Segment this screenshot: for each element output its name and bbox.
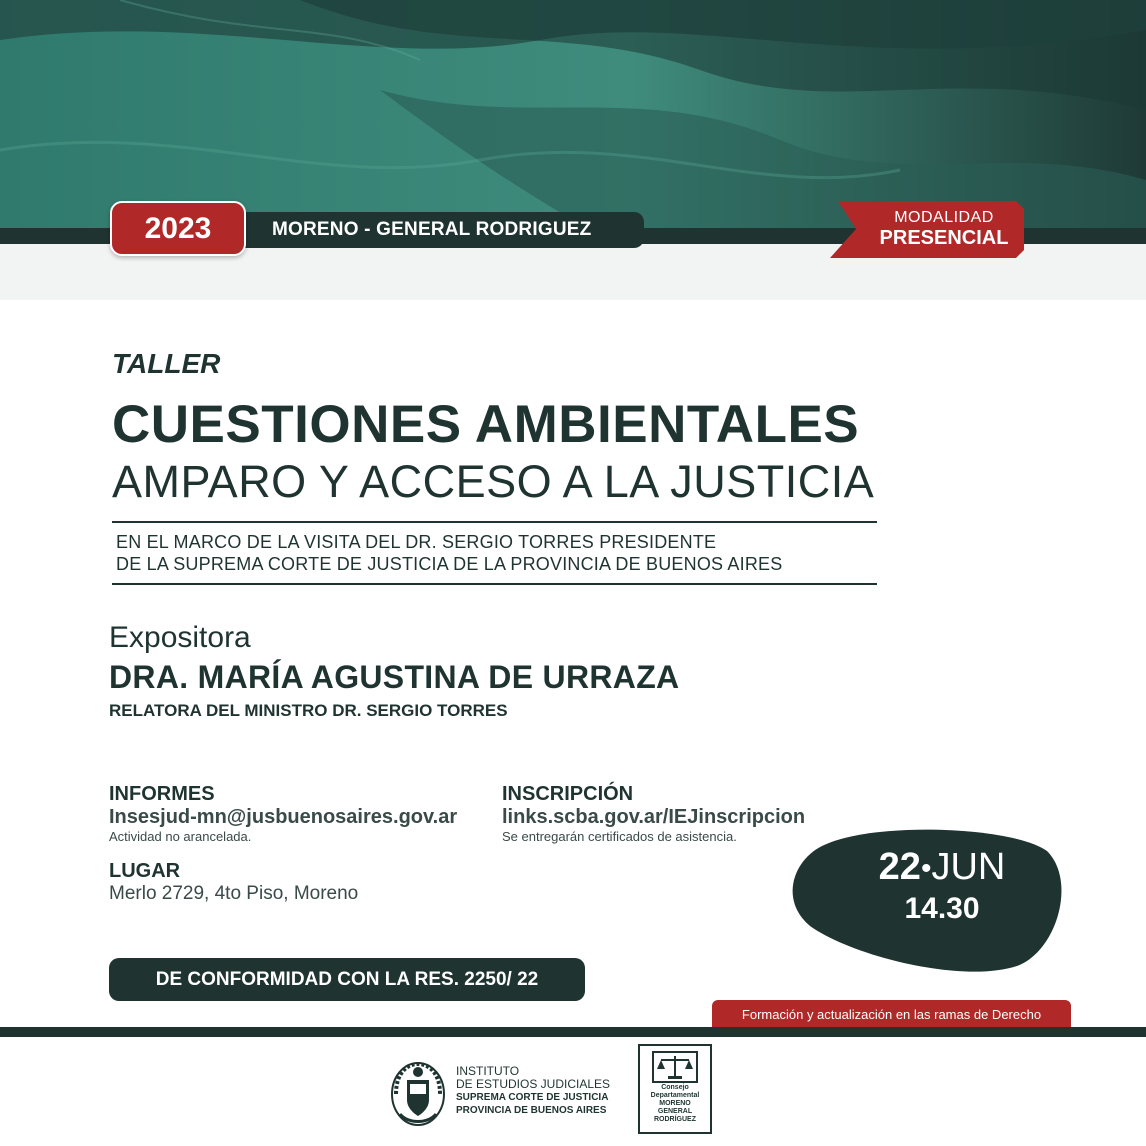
divider-bottom [112, 583, 877, 585]
consejo-line-1: Consejo [661, 1084, 689, 1091]
lugar-value: Merlo 2729, 4to Piso, Moreno [109, 883, 359, 904]
date-badge [792, 826, 1062, 976]
modalidad-label: MODALIDAD [894, 209, 994, 226]
event-title: CUESTIONES AMBIENTALES [112, 395, 860, 454]
modalidad-badge [830, 201, 1024, 258]
informes-note: Actividad no arancelada. [109, 829, 252, 844]
event-time: 14.30 [904, 892, 980, 925]
year-text: 2023 [144, 211, 212, 245]
lugar-label: LUGAR [109, 860, 181, 882]
resolution-text: DE CONFORMIDAD CON LA RES. 2250/ 22 [155, 968, 539, 990]
iej-line-2: DE ESTUDIOS JUDICIALES [456, 1077, 611, 1091]
wave-graphic [0, 0, 1146, 350]
speaker-name: DRA. MARÍA AGUSTINA DE URRAZA [109, 659, 680, 695]
modalidad-value: PRESENCIAL [879, 227, 1009, 249]
context-line-2: DE LA SUPREMA CORTE DE JUSTICIA DE LA PROVINCIA DE BUENOS AIRES [116, 554, 783, 574]
consejo-line-4: GENERAL [657, 1108, 693, 1115]
event-type: TALLER [112, 348, 221, 379]
coat-of-arms-icon [390, 1058, 446, 1128]
iej-line-4: PROVINCIA DE BUENOS AIRES [456, 1105, 607, 1116]
speaker-role: RELATORA DEL MINISTRO DR. SERGIO TORRES [109, 701, 508, 720]
divider-top [112, 521, 877, 523]
informes-label: INFORMES [109, 783, 215, 805]
year-badge [110, 201, 246, 256]
tagline-text: Formación y actualización en las ramas de Derecho [741, 1007, 1042, 1022]
context-line-1: EN EL MARCO DE LA VISITA DEL DR. SERGIO TORRES PRESIDENTE [116, 532, 717, 552]
inscripcion-block [502, 783, 805, 844]
speaker-label: Expositora [109, 621, 251, 654]
hero-background [0, 0, 1146, 350]
consejo-line-3: MORENO [659, 1100, 691, 1107]
inscripcion-note: Se entregarán certificados de asistencia. [502, 829, 737, 844]
consejo-line-5: RODRÍGUEZ [654, 1116, 696, 1123]
event-context [116, 531, 782, 575]
footer-band [0, 1027, 1146, 1037]
iej-logo-text [456, 1065, 610, 1117]
date-month: JUN [931, 846, 1006, 888]
resolution-pill [109, 958, 585, 1001]
iej-line-1: INSTITUTO [456, 1064, 520, 1078]
location-text: MORENO - GENERAL RODRIGUEZ [272, 219, 592, 240]
event-subtitle: AMPARO Y ACCESO A LA JUSTICIA [112, 456, 875, 507]
iej-line-3: SUPREMA CORTE DE JUSTICIA [456, 1092, 609, 1103]
consejo-line-2: Departamental [650, 1092, 700, 1099]
inscripcion-label: INSCRIPCIÓN [502, 783, 634, 805]
informes-email[interactable]: Insesjud-mn@jusbuenosaires.gov.ar [109, 806, 458, 828]
consejo-logo [638, 1044, 712, 1134]
tagline-tab [712, 1000, 1071, 1029]
date-day: 22 [878, 846, 921, 888]
date-separator: • [920, 851, 932, 885]
inscripcion-link[interactable]: links.scba.gov.ar/IEJinscripcion [502, 806, 806, 828]
informes-block [109, 783, 457, 844]
lugar-block [109, 860, 358, 905]
location-pill [240, 212, 644, 248]
scales-of-justice-icon [652, 1051, 698, 1083]
